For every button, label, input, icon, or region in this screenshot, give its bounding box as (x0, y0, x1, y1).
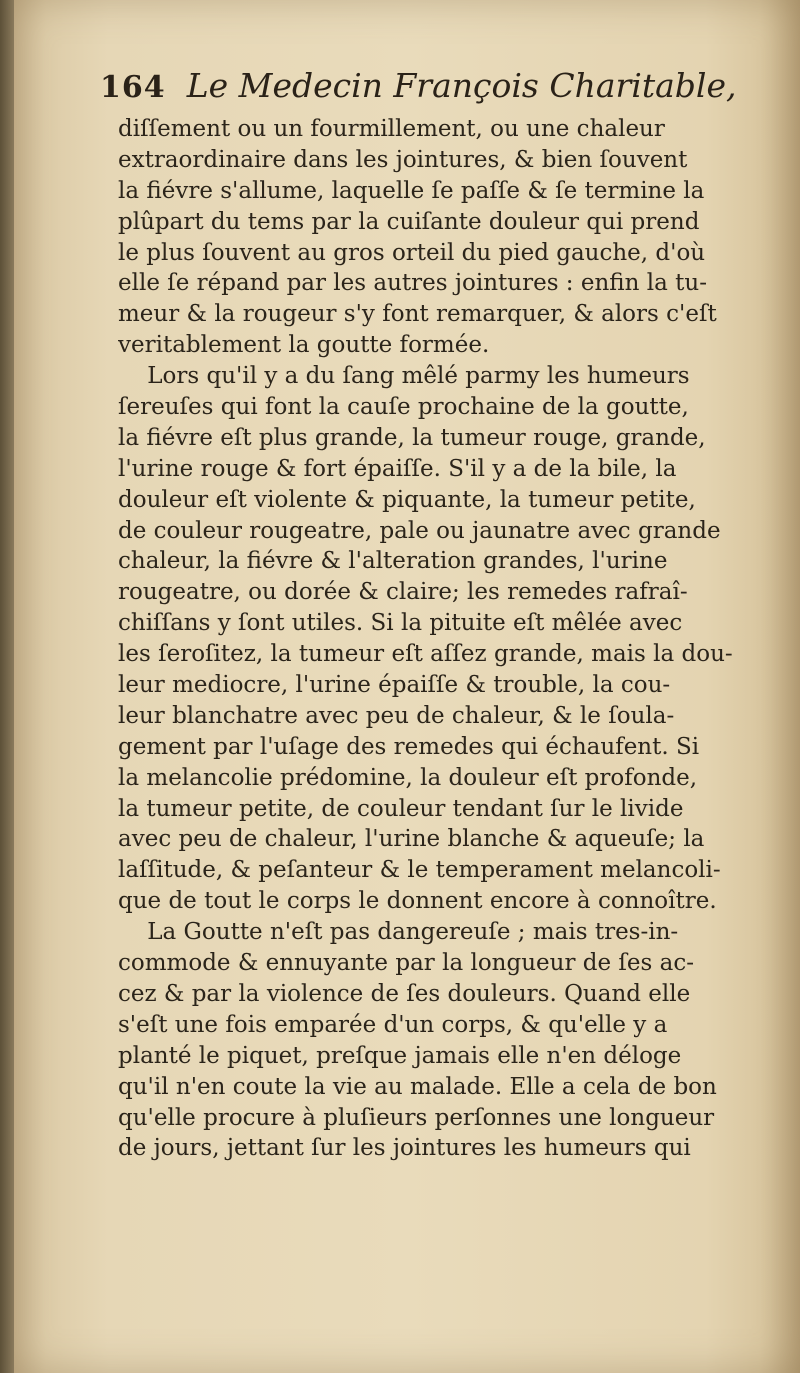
text-line: que de tout le corps le donnent encore à connoître. (118, 888, 717, 915)
text-line: la fiévre eſt plus grande, la tumeur rouge, grande, (118, 424, 706, 451)
text-line: l'urine rouge & fort épaiſſe. S'il y a de la bile, la (118, 455, 677, 482)
text-line: elle ſe répand par les autres jointures : enfin la tu- (118, 270, 707, 297)
text-line: veritablement la goutte formée. (118, 332, 490, 359)
text-line: commode & ennuyante par la longueur de ſes ac- (118, 950, 695, 977)
text-line: rougeatre, ou dorée & claire; les remedes rafraî- (118, 579, 688, 606)
text-line: qu'elle procure à pluſieurs perſonnes une longueur (118, 1104, 715, 1131)
text-line: gement par l'uſage des remedes qui échaufent. Si (118, 733, 700, 760)
text-line: les ſeroſitez, la tumeur eſt aſſez grande, mais la dou- (118, 641, 733, 668)
text-line: Lors qu'il y a du ſang mêlé parmy les humeurs (118, 363, 690, 390)
running-title: Le Medecin François Charitable, (186, 66, 737, 105)
text-line: planté le piquet, preſque jamais elle n'en déloge (118, 1042, 682, 1069)
text-line: de jours, jettant ſur les jointures les humeurs qui (118, 1135, 691, 1162)
text-line: chiſſans y ſont utiles. Si la pituite eſt mêlée avec (118, 610, 683, 637)
text-line: meur & la rougeur s'y font remarquer, & alors c'eſt (118, 301, 717, 328)
text-line: de couleur rougeatre, pale ou jaunatre avec grande (118, 517, 721, 544)
text-line: leur mediocre, l'urine épaiſſe & trouble, la cou- (118, 672, 671, 699)
text-line: douleur eſt violente & piquante, la tumeur petite, (118, 486, 696, 513)
text-line: la fiévre s'allume, laquelle ſe paſſe & ſe termine la (118, 177, 705, 204)
text-line: avec peu de chaleur, l'urine blanche & aqueuſe; la (118, 826, 705, 853)
text-line: ſereuſes qui font la cauſe prochaine de la goutte, (118, 394, 689, 421)
text-line: La Goutte n'eſt pas dangereuſe ; mais tres-in- (118, 919, 679, 946)
text-line: la tumeur petite, de couleur tendant ſur le livide (118, 795, 684, 822)
text-line: la melancolie prédomine, la douleur eſt profonde, (118, 764, 698, 791)
page-header (100, 66, 736, 105)
body-text (118, 114, 790, 1164)
book-gutter (0, 0, 14, 1373)
text-line: chaleur, la fiévre & l'alteration grandes, l'urine (118, 548, 668, 575)
text-line: laſſitude, & peſanteur & le temperament melancoli- (118, 857, 721, 884)
text-line: plûpart du tems par la cuiſante douleur qui prend (118, 208, 700, 235)
text-line: le plus ſouvent au gros orteil du pied gauche, d'où (118, 239, 706, 266)
text-line: leur blanchatre avec peu de chaleur, & le ſoula- (118, 702, 675, 729)
text-line: diſſement ou un fourmillement, ou une chaleur (118, 116, 665, 142)
text-line: qu'il n'en coute la vie au malade. Elle a cela de bon (118, 1073, 717, 1100)
text-line: extraordinaire dans les jointures, & bien ſouvent (118, 146, 688, 173)
text-line: s'eſt une fois emparée d'un corps, & qu'elle y a (118, 1011, 668, 1038)
text-line: cez & par la violence de ſes douleurs. Quand elle (118, 980, 691, 1007)
page-number: 164 (100, 70, 166, 105)
